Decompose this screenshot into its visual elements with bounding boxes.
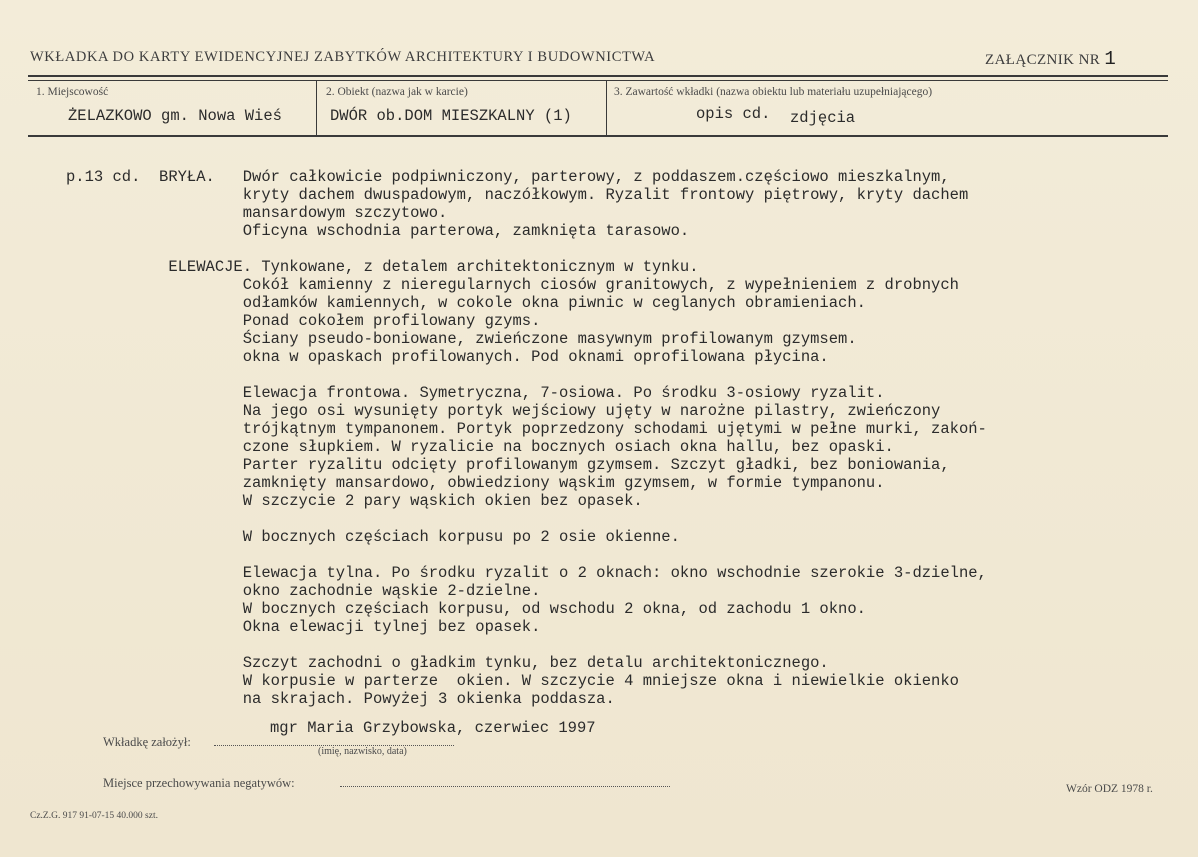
top-rule (28, 75, 1168, 77)
body-line: Ponad cokołem profilowany gzyms. (66, 312, 541, 330)
author-label: Wkładkę założył: (103, 735, 191, 749)
body-line: zamknięty mansardowo, obwiedziony wąskim gzymsem, w formie tympanonu. (66, 474, 885, 492)
fields-bottom-rule (28, 135, 1168, 137)
body-line: W korpusie w parterze okien. W szczycie 4 mniejsze okna i niewielkie okienko (66, 672, 959, 690)
body-line: odłamków kamiennych, w cokole okna piwnic w ceglanych obramieniach. (66, 294, 866, 312)
author-hint: (imię, nazwisko, data) (318, 746, 407, 757)
body-line: Cokół kamienny z nieregularnych ciosów granitowych, z wypełnieniem z drobnych (66, 276, 959, 294)
body-line: Na jego osi wysunięty portyk wejściowy ujęty w narożne pilastry, zwieńczony (66, 402, 941, 420)
body-line: Ściany pseudo-boniowane, zwieńczone masywnym profilowanym gzymsem. (66, 330, 857, 348)
negatives-label: Miejsce przechowywania negatywów: (103, 776, 295, 790)
place-value: ŻELAZKOWO gm. Nowa Wieś (68, 107, 282, 125)
form-code: Wzór ODZ 1978 r. (1066, 783, 1153, 795)
body-line: p.13 cd. BRYŁA. Dwór całkowicie podpiwniczony, parterowy, z poddaszem.częściowo mieszkalnym, (66, 168, 950, 186)
object-label: 2. Obiekt (nazwa jak w karcie) (326, 86, 468, 98)
print-code: Cz.Z.G. 917 91-07-15 40.000 szt. (30, 811, 158, 821)
body-line: Elewacja tylna. Po środku ryzalit o 2 oknach: okno wschodnie szerokie 3-dzielne, (66, 564, 987, 582)
body-line: Oficyna wschodnia parterowa, zamknięta tarasowo. (66, 222, 690, 240)
attachment-number (985, 48, 1116, 70)
object-value: DWÓR ob.DOM MIESZKALNY (1) (330, 107, 572, 125)
body-line: okna w opaskach profilowanych. Pod oknami oprofilowana płycina. (66, 348, 829, 366)
body-line: czone słupkiem. W ryzalicie na bocznych osiach okna hallu, bez opaski. (66, 438, 894, 456)
place-label: 1. Miejscowość (36, 86, 109, 98)
content-value-2: zdjęcia (790, 109, 856, 127)
body-line: Okna elewacji tylnej bez opasek. (66, 618, 541, 636)
body-line: W bocznych częściach korpusu po 2 osie okienne. (66, 528, 680, 546)
body-line: W bocznych częściach korpusu, od wschodu 2 okna, od zachodu 1 okno. (66, 600, 866, 618)
body-line: kryty dachem dwuspadowym, naczółkowym. Ryzalit frontowy piętrowy, kryty dachem (66, 186, 969, 204)
body-line: Szczyt zachodni o gładkim tynku, bez detalu architektonicznego. (66, 654, 829, 672)
attachment-value: 1 (1104, 48, 1117, 70)
field-divider-2 (606, 81, 607, 136)
form-title: WKŁADKA DO KARTY EWIDENCYJNEJ ZABYTKÓW ARCHITEKTURY I BUDOWNICTWA (30, 49, 656, 65)
field-divider-1 (316, 81, 317, 136)
body-line: na skrajach. Powyżej 3 okienka poddasza. (66, 690, 615, 708)
top-rule-thin (28, 80, 1168, 81)
description-body (66, 168, 1166, 708)
body-line: Elewacja frontowa. Symetryczna, 7-osiowa. Po środku 3-osiowy ryzalit. (66, 384, 885, 402)
content-label: 3. Zawartość wkładki (nazwa obiektu lub materiału uzupełniającego) (614, 86, 933, 98)
body-line: W szczycie 2 pary wąskich okien bez opasek. (66, 492, 643, 510)
content-value-1: opis cd. (696, 105, 771, 123)
body-line: Parter ryzalitu odcięty profilowanym gzymsem. Szczyt gładki, bez boniowania, (66, 456, 950, 474)
body-line: ELEWACJE. Tynkowane, z detalem architektonicznym w tynku. (66, 258, 699, 276)
body-line: okno zachodnie wąskie 2-dzielne. (66, 582, 541, 600)
body-line: trójkątnym tympanonem. Portyk poprzedzony schodami ujętymi w pełne murki, zakoń- (66, 420, 987, 438)
attachment-label: ZAŁĄCZNIK NR (985, 52, 1101, 68)
negatives-line (340, 786, 670, 787)
body-line: mansardowym szczytowo. (66, 204, 448, 222)
author-value: mgr Maria Grzybowska, czerwiec 1997 (270, 719, 596, 737)
